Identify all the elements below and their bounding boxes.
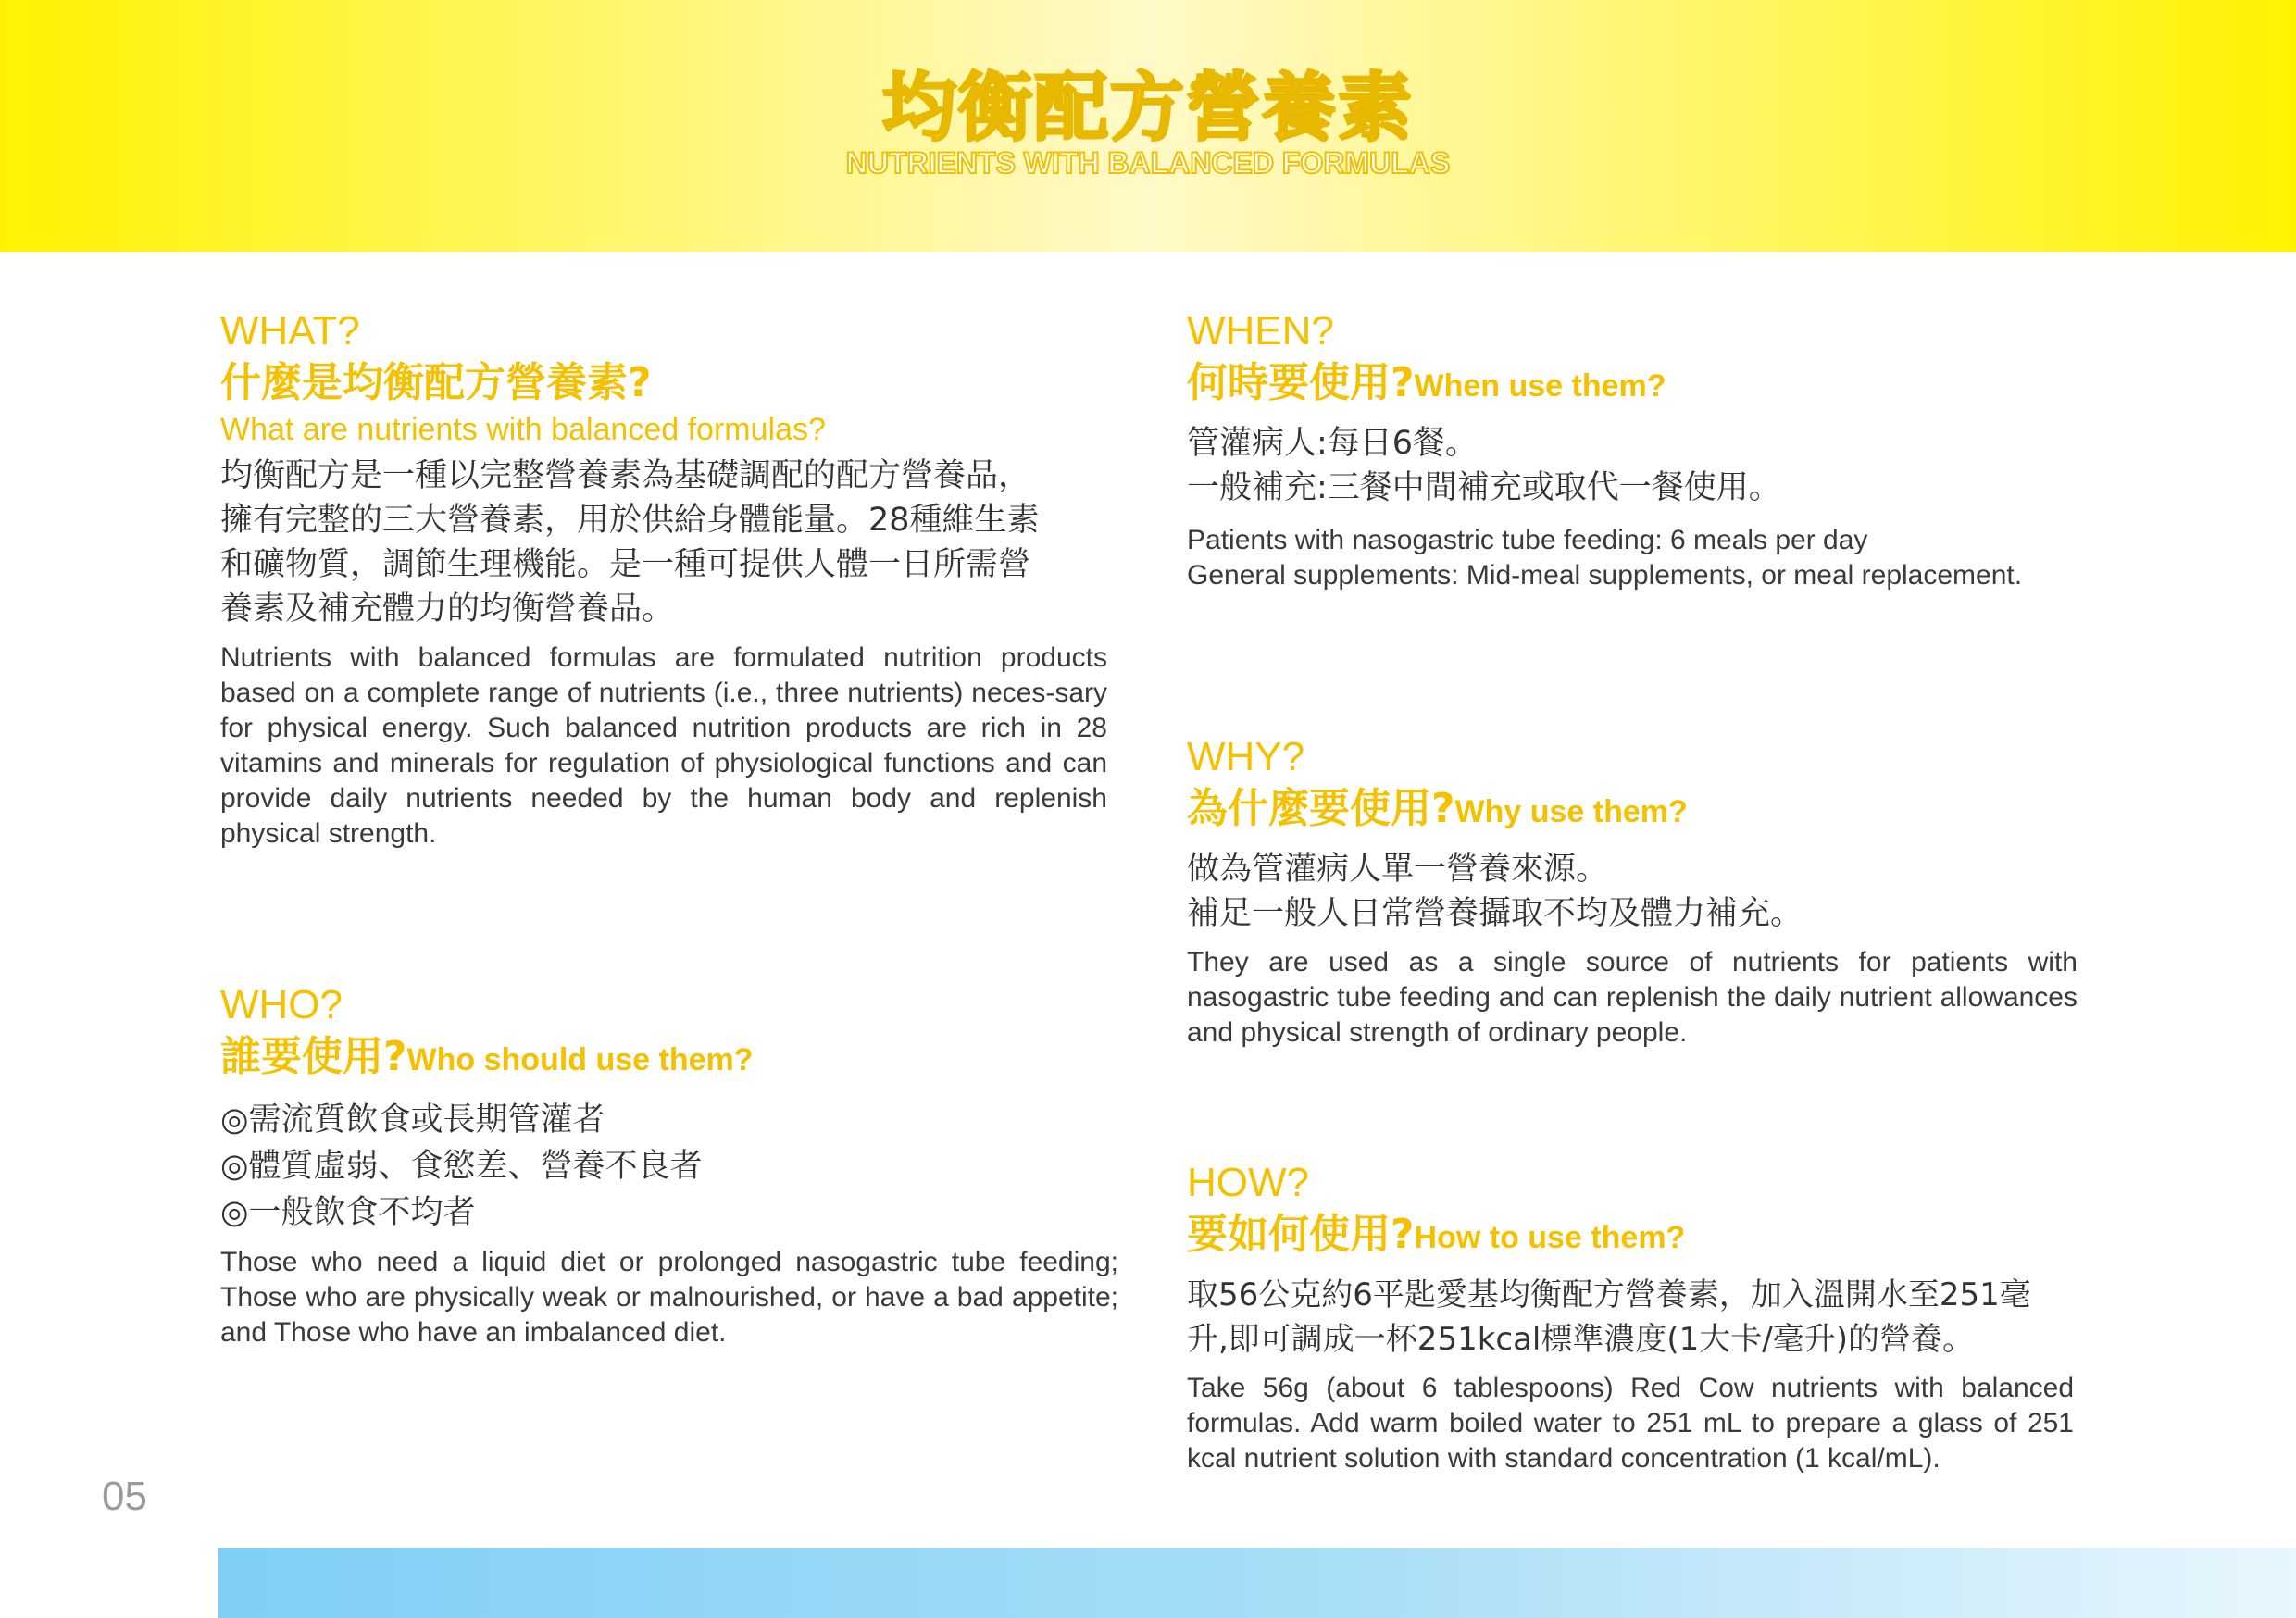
when-heading-zh xyxy=(1187,357,2113,412)
what-en-body: Nutrients with balanced formulas are formulated nutrition products based on a complete range of nutrients (i.e., three nutrients) neces-sary for physical energy. Such balanced nutrition products are rich in 28 vitamins and minerals for regulation of physiological functions and can provide daily nutrients needed by the human body and replenish physical strength. xyxy=(220,642,1107,849)
who-zh-line: ◎一般飲食不均者 xyxy=(220,1194,476,1231)
when-zh-line: 管灌病人:每日6餐。 xyxy=(1187,425,1479,462)
who-section xyxy=(220,979,1118,1350)
page-title: 均衡配方營養素 xyxy=(882,65,1414,151)
why-zh-line: 補足一般人日常營養攝取不均及體力補充。 xyxy=(1187,895,1803,932)
what-zh-line: 均衡配方是一種以完整營養素為基礎調配的配方營養品， xyxy=(220,457,1031,494)
why-heading-zh xyxy=(1187,783,2078,838)
how-zh-body xyxy=(1187,1273,2074,1362)
what-section xyxy=(220,305,1107,852)
header-banner xyxy=(0,0,2296,252)
why-heading: WHY? xyxy=(1187,734,1305,779)
how-heading-zh-en: How to use them? xyxy=(1414,1220,1686,1255)
when-heading-zh-text: 何時要使用? xyxy=(1187,359,1415,406)
why-en-body: They are used as a single source of nutrients for patients with nasogastric tube feeding and can replenish the daily nutrient allowances and physical strength of ordinary people. xyxy=(1187,947,2078,1048)
who-heading-zh-en: Who should use them? xyxy=(406,1042,754,1077)
what-heading: WHAT? xyxy=(220,308,360,354)
why-zh-line: 做為管灌病人單一營養來源。 xyxy=(1187,851,1609,888)
why-heading-zh-en: Why use them? xyxy=(1454,794,1688,829)
page-subtitle: NUTRIENTS WITH BALANCED FORMULAS xyxy=(845,146,1451,180)
who-zh-line: ◎體質虛弱、食慾差、營養不良者 xyxy=(220,1148,703,1185)
how-section xyxy=(1187,1157,2074,1476)
page-number: 05 xyxy=(102,1474,147,1519)
what-heading-zh: 什麼是均衡配方營養素? xyxy=(220,359,652,406)
how-heading-zh-text: 要如何使用? xyxy=(1187,1211,1415,1258)
when-en-body xyxy=(1187,523,2113,593)
how-heading: HOW? xyxy=(1187,1160,1309,1205)
why-section xyxy=(1187,731,2078,1051)
how-en-body: Take 56g (about 6 tablespoons) Red Cow nutrients with balanced formulas. Add warm boiled water to 251 mL to prepare a glass of 251 kcal nutrient solution with standard concentration (1 kcal/mL). xyxy=(1187,1373,2074,1474)
why-zh-body xyxy=(1187,847,2078,936)
when-heading: WHEN? xyxy=(1187,308,1334,354)
what-zh-line: 養素及補充體力的均衡營養品。 xyxy=(220,591,675,628)
who-heading-zh xyxy=(220,1031,1118,1086)
what-zh-line: 和礦物質，調節生理機能。是一種可提供人體一日所需營 xyxy=(220,546,1031,583)
who-zh-line: ◎需流質飲食或長期管灌者 xyxy=(220,1101,605,1139)
when-heading-zh-en: When use them? xyxy=(1414,368,1666,404)
who-heading: WHO? xyxy=(220,982,343,1027)
when-zh-body xyxy=(1187,421,2113,510)
who-en-body: Those who need a liquid diet or prolonged nasogastric tube feeding; Those who are physically weak or malnourished, or have a bad appetite; and Those who have an imbalanced diet. xyxy=(220,1247,1118,1348)
who-zh-body xyxy=(220,1097,1118,1236)
what-zh-body xyxy=(220,454,1107,631)
why-heading-zh-text: 為什麼要使用? xyxy=(1187,785,1455,832)
how-heading-zh xyxy=(1187,1209,2074,1263)
what-zh-line: 擁有完整的三大營養素，用於供給身體能量。28種維生素 xyxy=(220,502,1040,539)
how-zh-line: 升,即可調成一杯251kcal標準濃度(1大卡/毫升)的營養。 xyxy=(1187,1321,1974,1358)
when-zh-line: 一般補充:三餐中間補充或取代一餐使用。 xyxy=(1187,469,1781,506)
what-question: What are nutrients with balanced formulas? xyxy=(220,412,826,447)
who-heading-zh-text: 誰要使用? xyxy=(220,1033,407,1080)
when-section xyxy=(1187,305,2113,593)
when-en-line: Patients with nasogastric tube feeding: 6 meals per day xyxy=(1187,525,1868,555)
footer-bar xyxy=(218,1548,2296,1618)
when-en-line: General supplements: Mid-meal supplements, or meal replacement. xyxy=(1187,560,2023,591)
how-zh-line: 取56公克約6平匙愛基均衡配方營養素，加入溫開水至251毫 xyxy=(1187,1276,2031,1313)
